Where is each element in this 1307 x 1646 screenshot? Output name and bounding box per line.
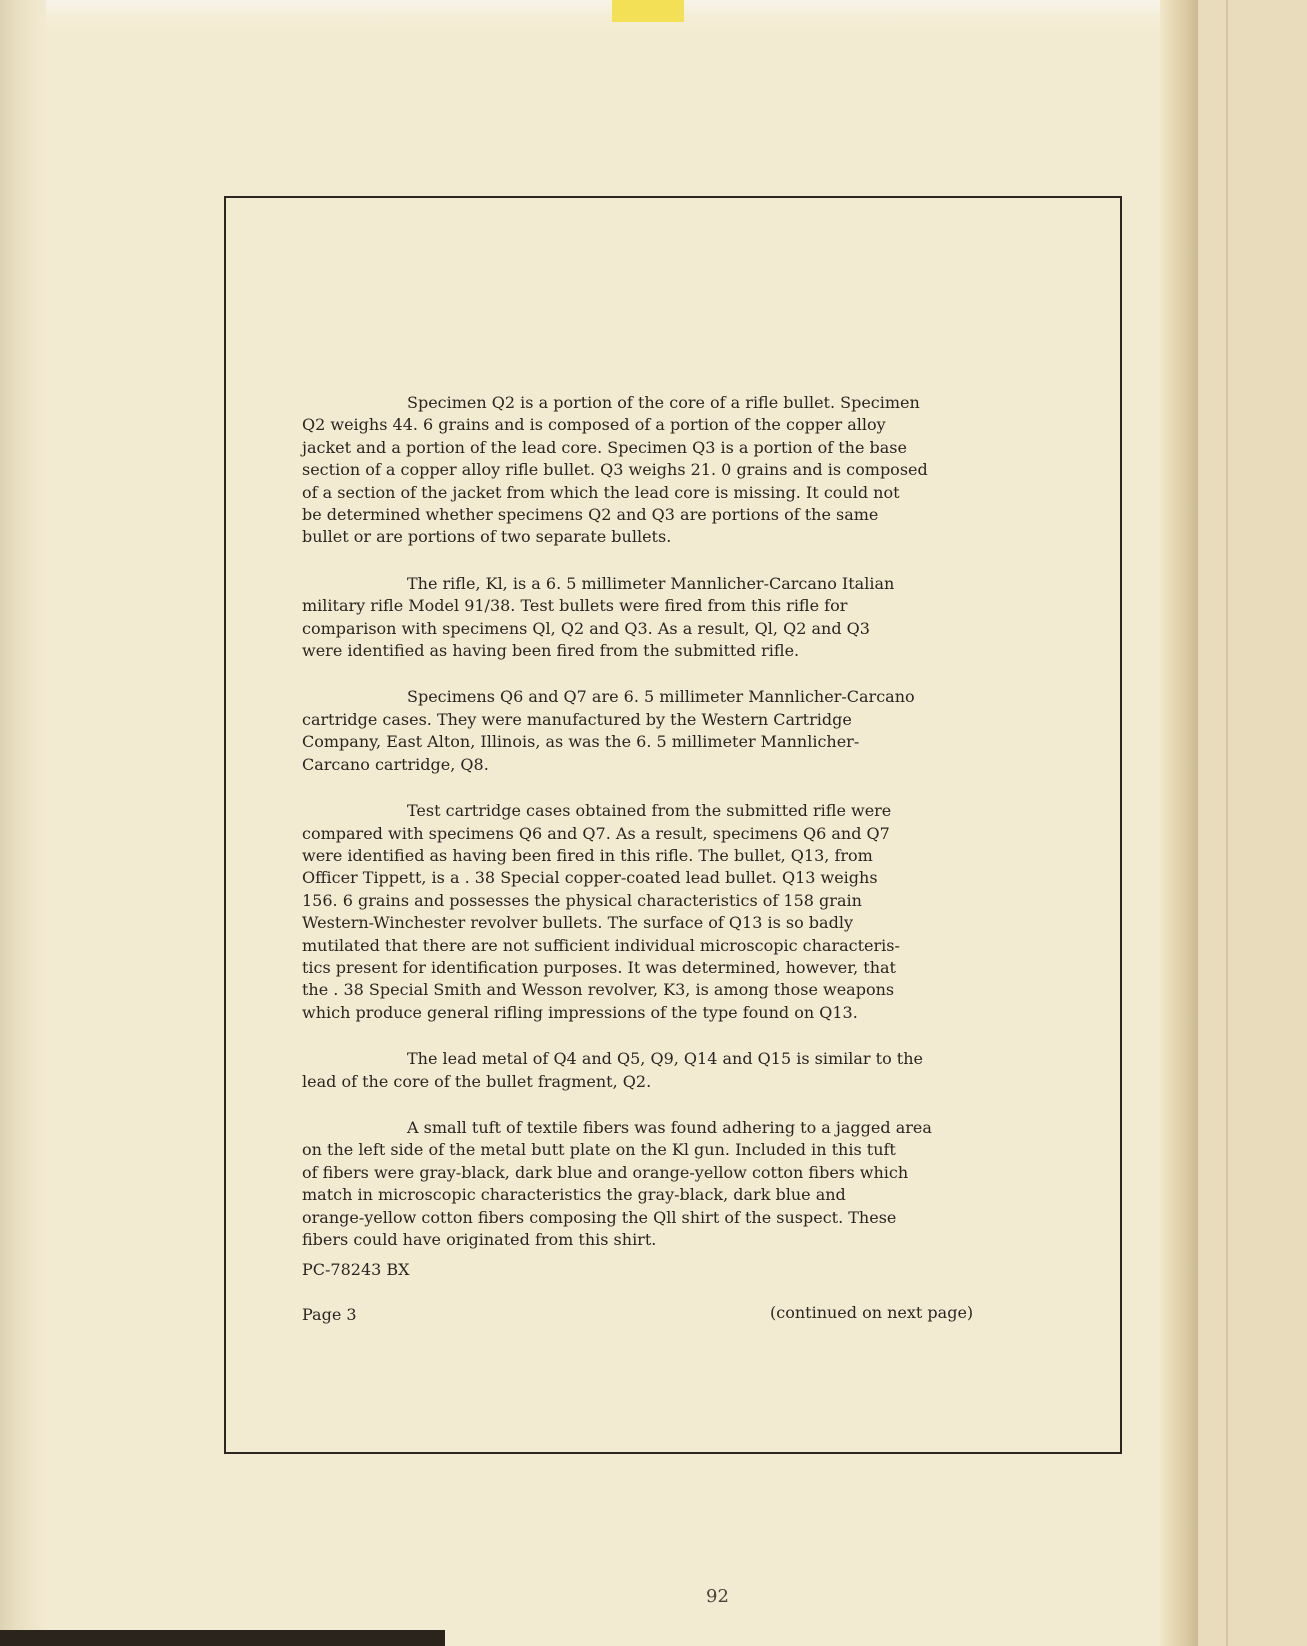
paragraph-textile-fibers: A small tuft of textile fibers was found adhering to a jagged area on the left side of the metal butt plate on the Kl gun. Included in this tuft of fibers were gray-black, dark blue and orange-yellow cotton fibers which match in microscopic characteristics the gray-black, dark blue and orange-yellow cotton fibers composing the Qll shirt of the suspect. These fibers could have originated from this shirt. [302,1117,932,1249]
paragraph-lead-metal: The lead metal of Q4 and Q5, Q9, Q14 and Q15 is similar to the lead of the core of the bullet fragment, Q2. [302,1049,923,1091]
adjacent-page-line [1226,0,1228,1646]
paragraph-q6-q7-cases: Specimens Q6 and Q7 are 6. 5 millimeter Mannlicher-Carcano cartridge cases. They were manufactured by the Western Cartridge Company, East Alton, Illinois, as was the 6. 5 millimeter Mannlicher- Carcano cartridge, Q8. [302,687,915,774]
page-left-edge [0,0,46,1646]
paragraph-rifle-k1: The rifle, Kl, is a 6. 5 millimeter Mannlicher-Carcano Italian military rifle Model 91/38. Test bullets were fired from this rifle for comparison with specimens Ql, Q2 and Q3. As a result, Ql, Q2 and Q3 were identified as having been fired from the submitted rifle. [302,573,895,661]
report-body [302,392,1082,1275]
reference-number: PC-78243 BX [302,1260,410,1279]
scan-bottom-edge [0,1630,445,1646]
report-page-label: Page 3 [302,1305,357,1324]
paragraph-test-cartridge: Test cartridge cases obtained from the submitted rifle were compared with specimens Q6 and Q7. As a result, specimens Q6 and Q7 were identified as having been fired in this rifle. The bullet, Q13, from Officer Tippett, is a . 38 Special copper-coated lead bullet. Q13 weighs 156. 6 grains and possesses the physical characteristics of 158 grain Western-Winchester revolver bullets. The surface of Q13 is so badly mutilated that there are not sufficient individual microscopic characteris- tics present for identification purposes. It was determined, however, that the . 38 Special Smith and Wesson revolver, K3, is among those weapons which produce general rifling impressions of the type found on Q13. [302,801,900,1022]
yellow-tab-marker [612,0,684,22]
adjacent-page-edge [1198,0,1307,1646]
page-number: 92 [706,1586,729,1607]
paragraph-q2-q3: Specimen Q2 is a portion of the core of a rifle bullet. Specimen Q2 weighs 44. 6 grains and is composed of a portion of the copper alloy jacket and a portion of the lead core. Specimen Q3 is a portion of the base section of a copper alloy rifle bullet. Q3 weighs 21. 0 grains and is composed of a section of the jacket from which the lead core is missing. It could not be determined whether specimens Q2 and Q3 are portions of the same bullet or are portions of two separate bullets. [302,393,928,547]
continued-note: (continued on next page) [770,1303,974,1322]
binding-shadow [1160,0,1200,1646]
